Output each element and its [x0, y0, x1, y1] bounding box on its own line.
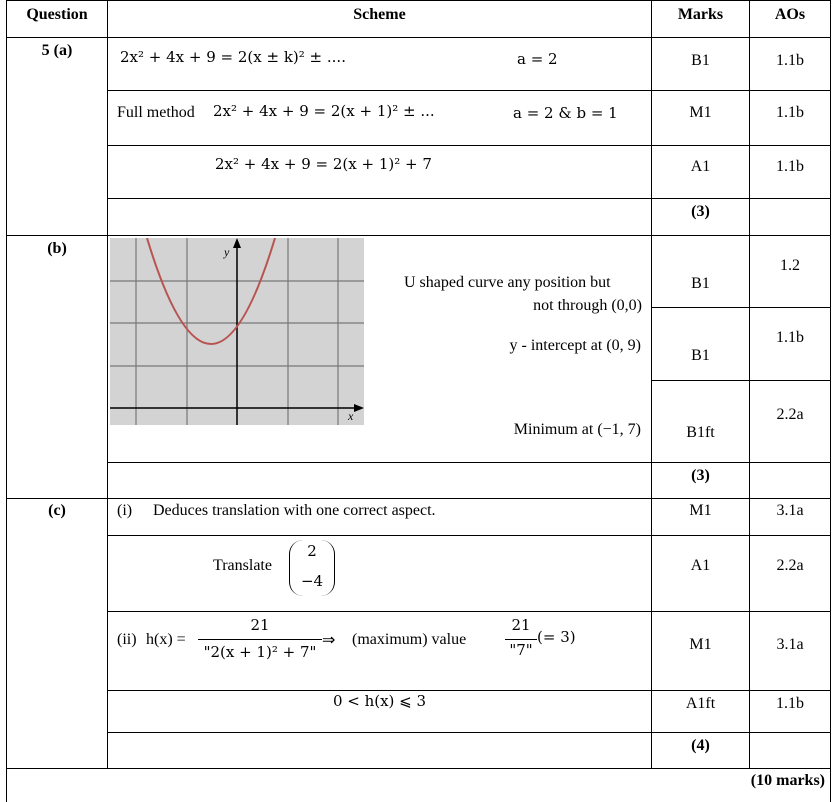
c-frac2-den: "7" [509, 641, 533, 659]
a-scheme-3: 2x² + 4x + 9 = 2(x + 1)² + 7 [215, 155, 432, 173]
a-scheme-2: 2x² + 4x + 9 = 2(x + 1)² ± ... [213, 102, 435, 120]
table-cell [107, 611, 652, 691]
translation-vector [289, 540, 335, 596]
final-row [6, 768, 831, 802]
b-mark-1: B1 [691, 275, 710, 292]
b-scheme-3: Minimum at (−1, 7) [513, 421, 641, 438]
fraction-bar [198, 639, 322, 640]
table-cell [107, 732, 652, 769]
header-marks: Marks [677, 6, 724, 23]
question-a-label: 5 (a) [41, 42, 73, 59]
question-b-cell [6, 235, 108, 499]
b-scheme-1a: U shaped curve any position but [404, 274, 611, 291]
b-ao-3: 2.2a [776, 406, 804, 423]
a-note-1: a = 2 [517, 50, 558, 68]
parabola-graph [110, 238, 364, 425]
total-marks: (10 marks) [750, 772, 825, 789]
question-b-label: (b) [47, 240, 67, 257]
b-mark-3: B1ft [686, 424, 715, 441]
c-frac2-num: 21 [511, 616, 531, 634]
c-mark-2: A1 [690, 557, 711, 574]
a-mark-2: M1 [689, 104, 712, 121]
table-cell [107, 198, 652, 236]
table-cell [749, 198, 831, 236]
c-lhs-3: h(x) = [146, 631, 186, 648]
x-axis-label: x [348, 409, 354, 423]
c-arrow: ⇒ [322, 632, 336, 649]
b-scheme-1b: not through (0,0) [533, 297, 642, 314]
c-scheme-2: Translate [213, 557, 272, 574]
c-frac-den: "2(x + 1)² + 7" [203, 643, 317, 661]
b-ao-2: 1.1b [776, 329, 804, 346]
table-cell [749, 462, 831, 499]
b-mark-2: B1 [691, 347, 710, 364]
table-cell [107, 535, 652, 612]
c-ao-4: 1.1b [776, 695, 804, 712]
fraction-bar-2 [505, 639, 537, 640]
a-ao-3: 1.1b [776, 158, 804, 175]
table-cell [107, 462, 652, 499]
table-cell [651, 235, 750, 308]
question-c-label: (c) [48, 502, 66, 519]
y-axis-label: y [224, 245, 230, 259]
c-mark-3: M1 [689, 636, 712, 653]
c-mark-1: M1 [689, 502, 712, 519]
c-scheme-4: 0 < h(x) ⩽ 3 [332, 692, 427, 710]
b-total: (3) [691, 467, 710, 484]
header-question: Question [26, 6, 88, 23]
c-ao-3: 3.1a [776, 636, 804, 653]
question-a-cell [6, 37, 108, 236]
c-frac-num: 21 [250, 616, 270, 634]
a-scheme-1: 2x² + 4x + 9 = 2(x ± k)² ± .... [120, 48, 346, 66]
vector-bottom: −4 [300, 572, 324, 590]
c-num-1: (i) [117, 502, 133, 519]
c-total: (4) [691, 737, 710, 754]
a-total: (3) [691, 203, 710, 220]
c-mark-4: A1ft [685, 695, 716, 712]
b-ao-1: 1.2 [780, 257, 800, 274]
a-ao-2: 1.1b [776, 104, 804, 121]
c-text-3: (maximum) value [352, 631, 467, 648]
b-scheme-2: y - intercept at (0, 9) [509, 337, 641, 354]
header-aos: AOs [774, 6, 806, 23]
question-c-cell [6, 498, 108, 769]
c-ao-1: 3.1a [776, 502, 804, 519]
c-eq-3: (= 3) [537, 628, 576, 646]
a-mark-1: B1 [691, 52, 710, 69]
c-scheme-1: Deduces translation with one correct aspect. [153, 502, 436, 519]
a-note-2: a = 2 & b = 1 [513, 104, 618, 122]
a-mark-3: A1 [690, 158, 711, 175]
c-num-3: (ii) [117, 631, 137, 648]
a-ao-1: 1.1b [776, 52, 804, 69]
header-scheme: Scheme [353, 6, 406, 23]
table-cell [749, 732, 831, 769]
table-cell [651, 307, 750, 381]
c-ao-2: 2.2a [776, 557, 804, 574]
table-cell [651, 380, 750, 463]
vector-top: 2 [307, 542, 317, 560]
a-prefix-2: Full method [117, 104, 195, 121]
